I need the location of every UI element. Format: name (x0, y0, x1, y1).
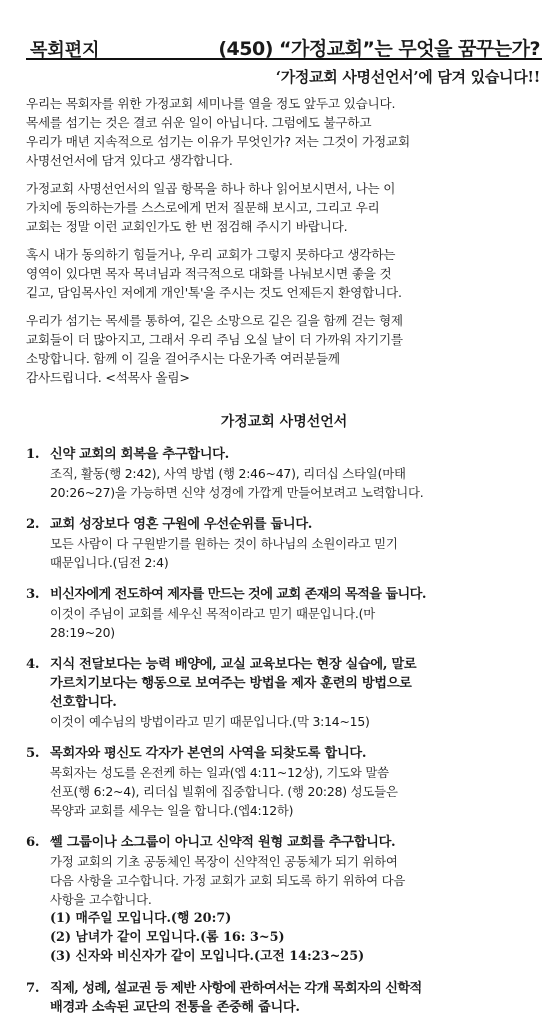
item-title (50, 979, 422, 1017)
item-body (26, 464, 542, 502)
intro-paragraph-3 (26, 245, 542, 302)
text-line: 28:19~20) (50, 625, 115, 640)
text-line: 감사드립니다. <석목사 올림> (26, 370, 190, 385)
text-line: 교회는 정말 이런 교회인가도 한 번 점검해 주시기 바랍니다. (26, 219, 348, 234)
text-line: 이것이 주님이 교회를 세우신 목적이라고 믿기 때문입니다.(마 (50, 606, 376, 621)
item-heading (26, 655, 542, 712)
text-line: 가치에 동의하는가를 스스로에게 먼저 질문해 보시고, 그리고 우리 (26, 200, 380, 215)
sub-list-item: (1) 매주일 모입니다.(행 20:7) (50, 911, 232, 926)
text-line: 영역이 있다면 목자 목녀님과 적극적으로 대화를 나눠보시면 좋을 것 (26, 266, 392, 281)
text-line: 때문입니다.(딤전 2:4) (50, 555, 169, 570)
section-tag: 목회편지 (30, 40, 100, 61)
item-number: 7. (26, 981, 40, 996)
intro-paragraph-1 (26, 94, 542, 170)
text-line: 혹시 내가 동의하기 힘들거나, 우리 교회가 그렇지 못하다고 생각하는 (26, 247, 396, 262)
sub-list-item: (2) 남녀가 같이 모입니다.(롬 16: 3~5) (50, 930, 285, 945)
item-number: 4. (26, 657, 40, 672)
declaration-item-6 (26, 833, 542, 966)
title-line: 교회 성장보다 영혼 구원에 우선순위를 둡니다. (50, 517, 313, 532)
page-title: (450) “가정교회”는 무엇을 꿈꾸는가? (218, 38, 540, 60)
declaration-title: 가정교회 사명선언서 (220, 414, 348, 430)
title-line: 선호합니다. (50, 695, 117, 710)
item-body (26, 852, 542, 909)
item-heading (26, 833, 542, 852)
item-heading (26, 445, 542, 464)
title-line: 목회자와 평신도 각자가 본연의 사역을 되찾도록 합니다. (50, 746, 367, 761)
intro-paragraph-4 (26, 311, 542, 387)
item-title (50, 585, 426, 604)
title-line: 비신자에게 전도하여 제자를 만드는 것에 교회 존재의 목적을 둡니다. (50, 587, 426, 602)
text-line: 선포(행 6:2~4), 리더십 빌휘에 집중합니다. (행 20:28) 성도들은 (50, 784, 398, 799)
intro-paragraph-2 (26, 179, 542, 236)
item-heading (26, 515, 542, 534)
title-line: 가르치기보다는 행동으로 보여주는 방법을 제자 훈련의 방법으로 (50, 676, 412, 691)
text-line: 20:26~27)을 가능하면 신약 성경에 가깝게 만들어보려고 노력합니다. (50, 485, 424, 500)
text-line: 조직, 활동(행 2:42), 사역 방법 (행 2:46~47), 리더십 스타일(마태 (50, 466, 406, 481)
declaration-item-3 (26, 585, 542, 642)
text-line: 다음 사항을 고수합니다. 가정 교회가 교회 되도록 하기 위하여 다음 (50, 873, 406, 888)
title-line: 쎌 그룹이나 소그룹이 아니고 신약적 원형 교회를 추구합니다. (50, 835, 396, 850)
text-line: 우리가 섬기는 목세를 통하여, 깉은 소망으로 깉은 길을 함께 걷는 형제 (26, 313, 403, 328)
text-line: 우리가 매년 지속적으로 섬기는 이유가 무엇인가? 저는 그것이 가정교회 (26, 134, 410, 149)
item-body (26, 604, 542, 642)
text-line: 이것이 예수님의 방법이라고 믿기 때문입니다.(막 3:14~15) (50, 714, 370, 729)
declaration-item-4 (26, 655, 542, 731)
item-number: 1. (26, 447, 40, 462)
item-number: 5. (26, 746, 40, 761)
sub-list (26, 909, 542, 966)
declaration-item-7 (26, 979, 542, 1017)
text-line: 우리는 목회자를 위한 가정교회 세미나를 열을 정도 앞두고 있습니다. (26, 96, 396, 111)
text-line: 사항을 고수합니다. (50, 892, 152, 907)
text-line: 목세를 섬기는 것은 결코 쉬운 일이 아닙니다. 그럼에도 불구하고 (26, 115, 372, 130)
title-line: 신약 교회의 회복을 추구합니다. (50, 447, 229, 462)
text-line: 가정교회 사명선언서의 일곱 항목을 하나 하나 읽어보시면서, 나는 이 (26, 181, 396, 196)
declaration-item-5 (26, 744, 542, 820)
title-line: 배경과 소속된 교단의 전통을 존중해 줍니다. (50, 1000, 300, 1015)
title-line: 직제, 성례, 설교권 등 제반 사항에 관하여서는 각개 목회자의 신학적 (50, 981, 422, 996)
declaration-item-2 (26, 515, 542, 572)
item-body (26, 534, 542, 572)
text-line: 소망합니다. 함께 이 길을 걸어주시는 다운가족 여러분들께 (26, 351, 340, 366)
item-heading (26, 979, 542, 1017)
sub-list-item: (3) 신자와 비신자가 같이 모입니다.(고전 14:23~25) (50, 949, 365, 964)
item-title (50, 655, 416, 712)
item-title (50, 744, 366, 763)
page-header (26, 14, 542, 60)
text-line: 깉고, 담임목사인 저에게 개인'톡'을 주시는 것도 언제든지 환영합니다. (26, 285, 402, 300)
text-line: 사명선언서에 담겨 있다고 생각합니다. (26, 153, 233, 168)
text-line: 목양과 교회를 세우는 일을 합니다.(엡4:12하) (50, 803, 294, 818)
text-line: 교회들이 더 많아지고, 그래서 우리 주님 오실 날이 더 가까워 자기기를 (26, 332, 403, 347)
item-body (26, 763, 542, 820)
item-number: 2. (26, 517, 40, 532)
text-line: 모든 사람이 다 구원받기를 원하는 것이 하나님의 소원이라고 믿기 (50, 536, 398, 551)
item-title (50, 515, 312, 534)
item-title (50, 833, 395, 852)
page-subtitle: ‘가정교회 사명선언서’에 담겨 있습니다!! (275, 68, 540, 86)
title-line: 지식 전달보다는 능력 배양에, 교실 교육보다는 현장 실습에, 말로 (50, 657, 417, 672)
text-line: 목회자는 성도를 온전케 하는 일과(엡 4:11~12상), 기도와 말씀 (50, 765, 389, 780)
item-body (26, 712, 542, 731)
item-heading (26, 744, 542, 763)
text-line: 가정 교회의 기초 공동체인 목장이 신약적인 공동체가 되기 위하여 (50, 854, 398, 869)
item-title (50, 445, 229, 464)
item-heading (26, 585, 542, 604)
item-number: 6. (26, 835, 40, 850)
item-number: 3. (26, 587, 40, 602)
declaration-item-1 (26, 445, 542, 502)
